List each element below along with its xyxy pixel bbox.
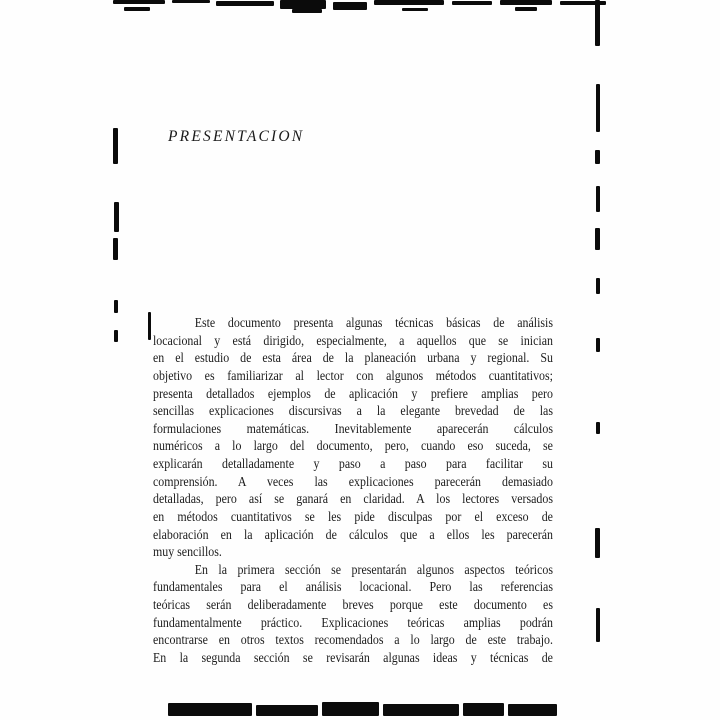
scan-mark — [596, 84, 600, 132]
scan-mark — [595, 150, 600, 164]
page-title: PRESENTACION — [168, 128, 305, 145]
scan-mark — [595, 228, 600, 250]
scan-mark — [292, 9, 322, 13]
scan-mark — [216, 1, 274, 6]
text-line: teóricas serán deliberadamente breves porque este documento es — [153, 598, 553, 613]
scan-mark — [383, 704, 459, 716]
scan-mark — [168, 703, 252, 716]
text-line: presenta detallados ejemplos de aplicación y prefiere amplias pero — [153, 386, 553, 402]
text-line: comprensión. A veces las explicaciones parecerán demasiado — [153, 474, 553, 490]
scan-mark — [322, 702, 379, 716]
scan-mark — [500, 0, 552, 5]
text-line: En la primera sección se presentarán algunos aspectos teóricos — [194, 562, 553, 578]
scan-mark — [114, 330, 118, 342]
scan-mark — [172, 0, 210, 3]
text-line: fundamentalmente práctico. Explicaciones teóricas amplias podrán — [153, 615, 553, 631]
text-line: fundamentales para el análisis locacional. Pero las referencias — [153, 580, 553, 596]
scan-mark — [374, 0, 444, 5]
text-line: encontrarse en otros textos recomendados a lo largo de este trabajo. — [153, 633, 553, 649]
scan-mark — [596, 186, 600, 212]
body-text-block — [153, 315, 553, 668]
scan-mark — [596, 422, 600, 434]
scan-mark — [596, 608, 600, 642]
scan-mark — [113, 128, 118, 164]
scan-mark — [595, 0, 600, 46]
text-line: elaboración en la aplicación de cálculos que a ellos les parecerán — [153, 527, 553, 543]
scan-mark — [508, 704, 557, 716]
scan-mark — [596, 278, 600, 294]
text-line: locacional y está dirigido, especialmente, a aquellos que se inician — [153, 333, 553, 349]
text-line: sencillas explicaciones discursivas a la elegante brevedad de las — [153, 404, 553, 420]
scan-mark — [256, 705, 318, 716]
scan-mark — [515, 7, 537, 11]
scan-mark — [595, 528, 600, 558]
scan-mark — [452, 1, 492, 5]
scan-mark — [280, 0, 326, 9]
text-line: detalladas, pero así se ganará en claridad. A los lectores versados — [153, 492, 553, 508]
scan-mark — [114, 300, 118, 313]
scan-mark — [113, 238, 118, 260]
scan-mark — [402, 8, 428, 11]
text-line: muy sencillos. — [153, 545, 222, 561]
scan-mark — [124, 7, 150, 11]
scan-mark — [148, 312, 151, 340]
scan-mark — [596, 338, 600, 352]
scan-mark — [333, 2, 367, 10]
scan-mark — [463, 703, 504, 716]
text-line: objetivo es familiarizar al lector con algunos métodos cuantitativos; — [153, 368, 553, 384]
text-line: explicarán detalladamente y paso a paso para facilitar su — [153, 457, 553, 472]
text-line: formulaciones matemáticas. Inevitablemente aparecerán cálculos — [153, 421, 553, 437]
scan-mark — [113, 0, 165, 4]
text-line: Este documento presenta algunas técnicas básicas de análisis — [194, 316, 553, 331]
text-line: En la segunda sección se revisarán algunas ideas y técnicas de — [153, 650, 553, 666]
text-line: en métodos cuantitativos se les pide disculpas por el exceso de — [153, 509, 553, 525]
text-line: numéricos a lo largo del documento, pero, cuando eso suceda, se — [153, 439, 553, 455]
scan-mark — [114, 202, 119, 232]
text-line: en el estudio de esta área de la planeación urbana y regional. Su — [153, 351, 553, 367]
